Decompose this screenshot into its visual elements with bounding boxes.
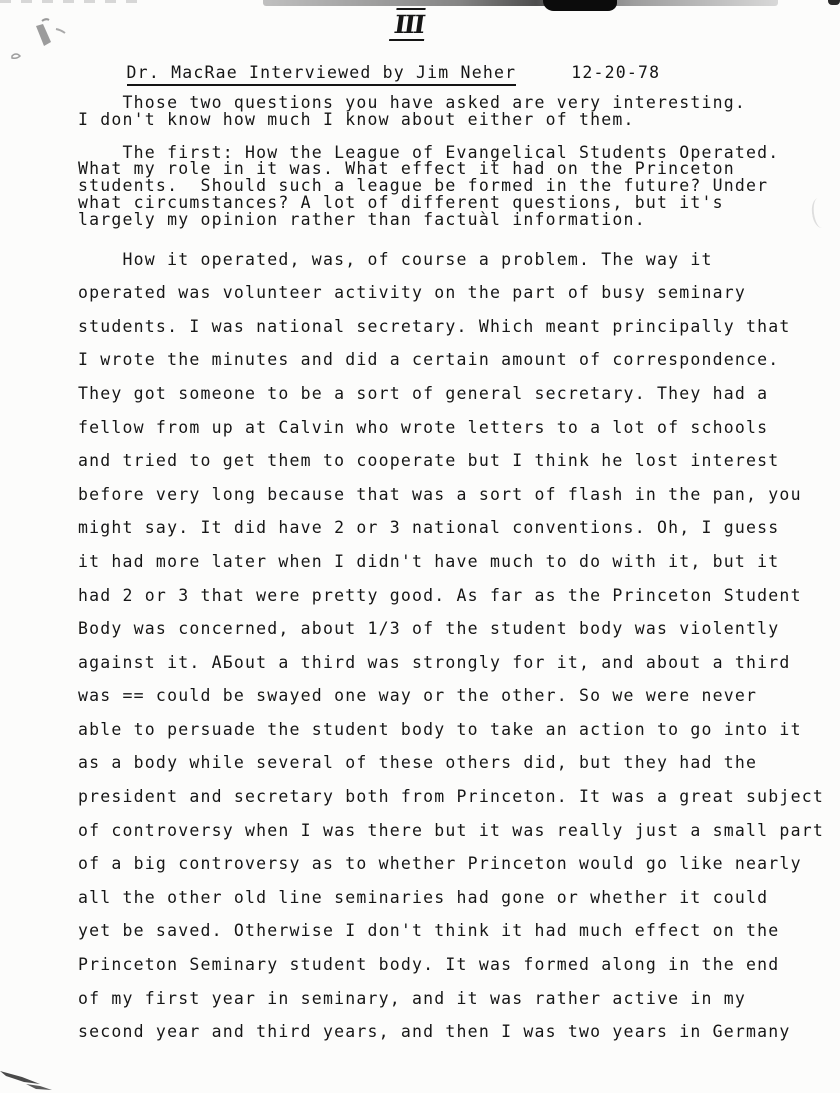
text-line: might say. It did have 2 or 3 national conventions. Oh, I guess [78,518,780,538]
text-line: what circumstances? A lot of different questions, but it's [78,192,724,212]
paragraph [78,243,840,1049]
text-line: The first: How the League of Evangelical Students Operated. [78,142,780,162]
paragraph [78,142,840,229]
document-title: Dr. MacRae Interviewed by Jim Neher [127,63,517,86]
text-line: fellow from up at Calvin who wrote letters to a lot of schools [78,417,769,437]
pen-mark-topleft-icon [0,12,80,72]
scan-streak-light [0,0,140,3]
scan-ink-blob [543,0,617,11]
text-line: students. I was national secretary. Which meant principally that [78,316,791,336]
text-line: I wrote the minutes and did a certain amount of correspondence. [78,350,780,370]
pen-mark-bottomleft-icon [0,1062,70,1093]
scan-streak-dark [263,0,778,6]
text-line: as a body while several of these others did, but they had the [78,753,758,773]
text-line: all the other old line seminaries had gone or whether it could [78,887,769,907]
text-line: before very long because that was a sort of flash in the pan, you [78,484,802,504]
text-line: had 2 or 3 that were pretty good. As far as the Princeton Student [78,585,802,605]
text-line: I don't know how much I know about either of them. [78,109,635,129]
scan-corner-mark [828,0,840,5]
text-line: students. Should such a league be formed in the future? Under [78,176,769,196]
text-line: How it operated, was, of course a problem. The way it [78,249,713,269]
text-line: president and secretary both from Princeton. It was a great subject [78,787,824,807]
text-line: largely my opinion rather than factuàl information. [78,209,646,229]
page-numeral [389,12,428,41]
text-line: of a big controversy as to whether Princeton would go like nearly [78,854,802,874]
text-line: against it. AƂout a third was strongly for it, and about a third [78,652,791,672]
text-line: able to persuade the student body to take an action to go into it [78,719,802,739]
text-line: What my role in it was. What effect it had on the Princeton [78,159,735,179]
text-line: of controversy when I was there but it was really just a small part [78,820,824,840]
text-line: Those two questions you have asked are very interesting. [78,93,747,112]
text-line: Body was concerned, about 1/3 of the student body was violently [78,619,780,639]
text-line: yet be saved. Otherwise I don't think it had much effect on the [78,921,780,941]
document-body [78,95,840,1049]
document-date: 12-20-78 [571,63,661,82]
text-line: They got someone to be a sort of general secretary. They had a [78,383,769,403]
text-line: it had more later when I didn't have much to do with it, but it [78,551,780,571]
text-line: of my first year in seminary, and it was rather active in my [78,988,747,1008]
paragraph [78,95,840,129]
page-numeral-text: III [392,10,426,39]
text-line: and tried to get them to cooperate but I think he lost interest [78,451,780,471]
text-line: operated was volunteer activity on the part of busy seminary [78,283,747,303]
text-line: Princeton Seminary student body. It was formed along in the end [78,955,780,975]
text-line: was == could be swayed one way or the other. So we were never [78,686,758,706]
text-line: second year and third years, and then I was two years in Germany [78,1022,791,1042]
